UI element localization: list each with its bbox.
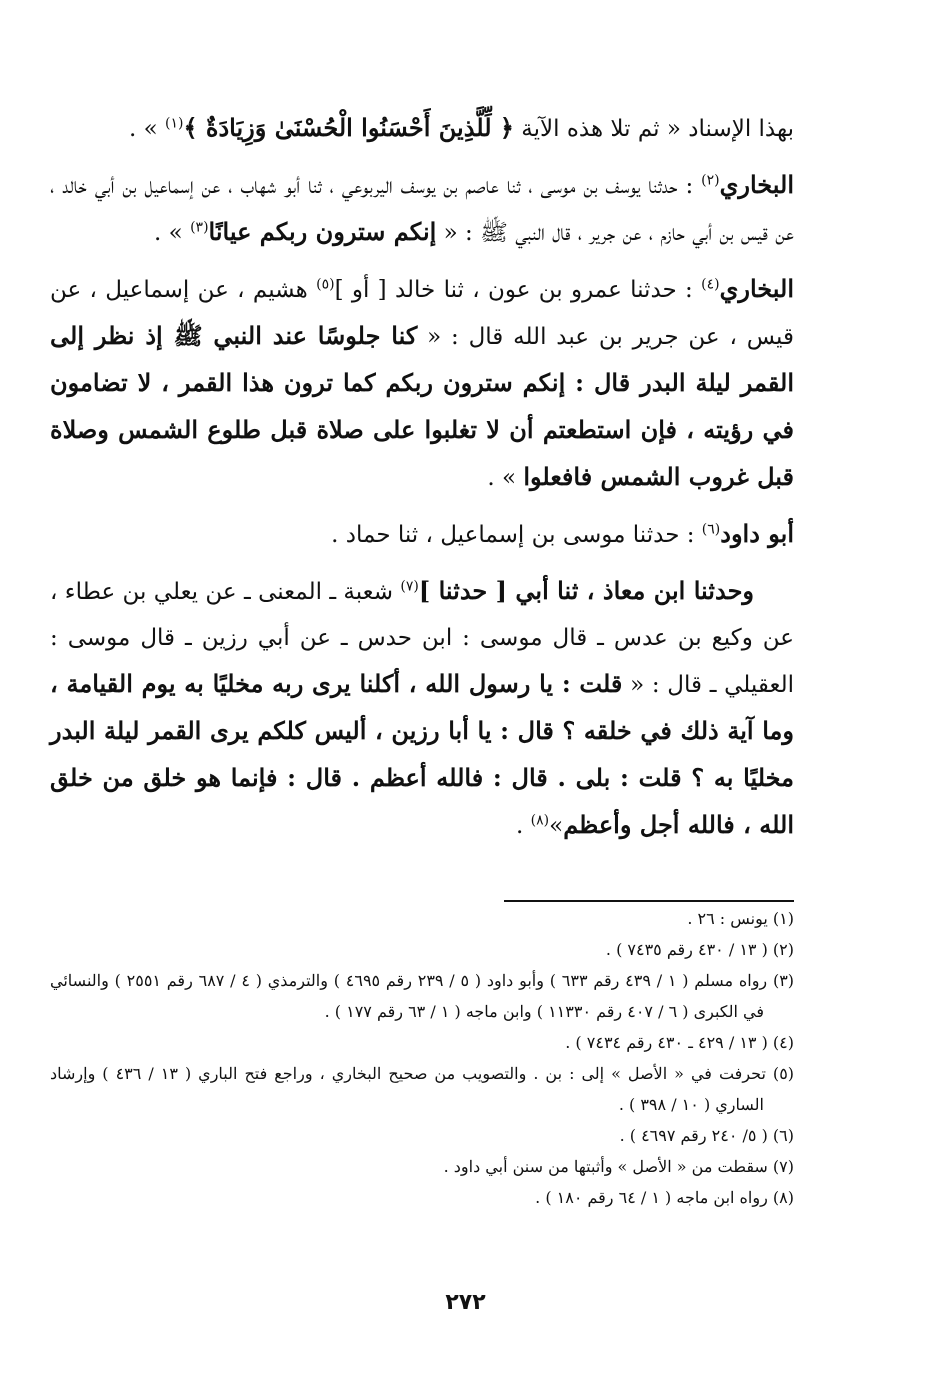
paragraph-5 (50, 568, 794, 849)
footnote-ref-6[interactable]: (٦) (701, 521, 721, 538)
footnote-5: (٥) تحرفت في « الأصل » إلى : بن . والتصويب من صحيح البخاري ، وراجع فتح الباري ( ١٣ / ٤٣٦ ) وإرشاد الساري ( ١٠ / ٣٩٨ ) . (50, 1064, 795, 1114)
hadith-text-2: كنا جلوسًا عند النبي ﷺ إذ نظر إلى القمر ليلة البدر قال : إنكم سترون ربكم كما ترون هذا القمر ، لا تضامون في رؤيته ، فإن استطعتم أن لا تغلبوا على صلاة قبل طلوع الشمس وصلاة قبل غروب الشمس فافعلوا (50, 321, 794, 491)
footnote-6: (٦) ( ٥/ ٢٤٠ رقم ٤٦٩٧ ) . (619, 1126, 794, 1145)
page-number: ٢٧٢ (445, 1290, 486, 1315)
footnote-ref-3[interactable]: (٣) (190, 219, 209, 236)
hadith-text-1: إنكم سترون ربكم عيانًا (208, 217, 437, 246)
footnote-ref-7[interactable]: (٧) (400, 578, 419, 595)
p5-tail: » (549, 813, 564, 839)
paragraph-3 (50, 266, 794, 501)
footnote-7: (٧) سقطت من « الأصل » وأثبتها من سنن أبي داود . (443, 1157, 794, 1176)
p3-text: : حدثنا عمرو بن عون ، ثنا خالد [ أو ] (334, 277, 702, 303)
paragraph-4 (50, 511, 794, 558)
footnote-ref-8[interactable]: (٨) (530, 812, 550, 829)
p1-lead: بهذا الإسناد « ثم تلا هذه الآية (513, 116, 794, 142)
p3-tail: » . (487, 465, 524, 491)
p1-tail: » . (129, 116, 166, 142)
p5-text: شعبة ـ المعنى ـ عن يعلي بن عطاء ، عن وكيع بن عدس ـ قال موسى : ابن حدس ـ عن أبي رزين ـ قال موسى : العقيلي ـ قال : « (50, 579, 794, 698)
footnote-3: (٣) رواه مسلم ( ١ / ٤٣٩ رقم ٦٣٣ ) وأبو داود ( ٥ / ٢٣٩ رقم ٤٦٩٥ ) والترمذي ( ٤ / ٦٨٧ رقم ٢٥٥١ ) والنسائي في الكبرى ( ٦ / ٤٠٧ رقم ١١٣٣٠ ) وابن ماجه ( ١ / ٦٣ رقم ١٧٧ ) . (50, 971, 795, 1021)
footnote-ref-1[interactable]: (١) (165, 115, 184, 132)
p5-end: . (516, 813, 531, 839)
main-text (50, 105, 794, 849)
source-bukhari-2: البخاري (719, 274, 794, 303)
footnote-ref-4[interactable]: (٤) (701, 276, 720, 293)
paragraph-2 (50, 162, 794, 256)
footnote-1: (١) يونس : ٢٦ . (687, 909, 794, 928)
footnote-ref-5[interactable]: (٥) (316, 276, 335, 293)
source-bukhari-1: البخاري (719, 170, 794, 199)
source-abu-dawud: أبو داود (720, 519, 794, 548)
footnote-4: (٤) ( ١٣ / ٤٢٩ ـ ٤٣٠ رقم ٧٤٣٤ ) . (565, 1033, 794, 1052)
p2-text: : حدثنا يوسف بن موسى ، ثنا عاصم بن يوسف اليربوعي ، ثنا أبو شهاب ، عن إسماعيل بن أبي خالد ، عن قيس بن أبي حازم ، عن جرير ، قال النبي ﷺ : « (50, 173, 794, 246)
hadith-text-3: قلت : يا رسول الله ، أكلنا يرى ربه مخليًا به يوم القيامة ، وما آية ذلك في خلقه ؟ قال : يا أبا رزين ، أليس كلكم يرى القمر ليلة البدر مخليًا به ؟ قلت : بلى . قال : فالله أعظم . قال : فإنما هو خلق من خلق الله ، فالله أجل وأعظم (50, 669, 794, 839)
footnote-ref-2[interactable]: (٢) (701, 172, 720, 189)
quran-verse: ﴿ لِّلَّذِينَ أَحْسَنُوا الْحُسْنَىٰ وَزِيَادَةٌ ﴾ (183, 113, 514, 142)
p5-lead: وحدثنا ابن معاذ ، ثنا أبي [ حدثنا ] (418, 576, 754, 605)
footnotes (50, 903, 794, 1213)
paragraph-1 (50, 105, 794, 152)
p2-tail: » . (154, 220, 191, 246)
footnote-2: (٢) ( ١٣ / ٤٣٠ رقم ٧٤٣٥ ) . (605, 940, 794, 959)
p4-text: : حدثنا موسى بن إسماعيل ، ثنا حماد . (331, 522, 702, 548)
p3-text-2: هشيم ، عن إسماعيل ، عن قيس ، عن جرير بن عبد الله قال : « (50, 277, 794, 350)
footnote-8: (٨) رواه ابن ماجه ( ١ / ٦٤ رقم ١٨٠ ) . (535, 1188, 794, 1207)
footnote-divider (504, 900, 794, 902)
